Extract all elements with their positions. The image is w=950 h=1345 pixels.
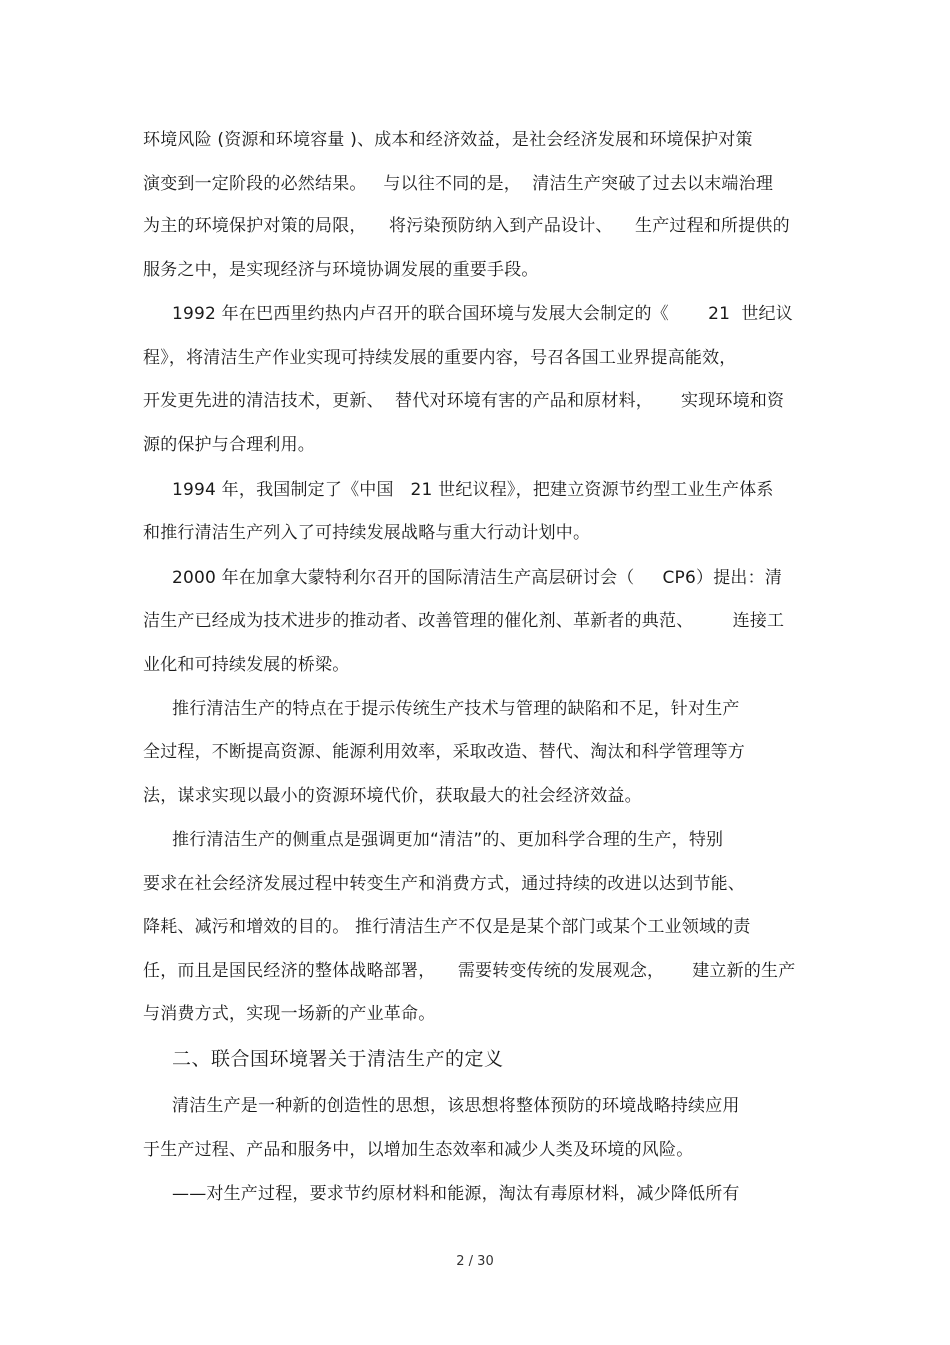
text-line: 和推行清洁生产列入了可持续发展战略与重大行动计划中。 bbox=[143, 523, 591, 543]
section-heading: 二、联合国环境署关于清洁生产的定义 bbox=[172, 1048, 504, 1070]
text-line: 推行清洁生产的侧重点是强调更加“清洁”的、更加科学合理的生产，特别 bbox=[172, 830, 724, 850]
text-line: 于生产过程、产品和服务中，以增加生态效率和减少人类及环境的风险。 bbox=[143, 1140, 694, 1160]
text-line: 开发更先进的清洁技术，更新、 替代对环境有害的产品和原材料， 实现环境和资 bbox=[143, 391, 785, 411]
text-line: 全过程，不断提高资源、能源利用效率，采取改造、替代、淘汰和科学管理等方 bbox=[143, 742, 745, 762]
text-line: 洁生产已经成为技术进步的推动者、改善管理的催化剂、革新者的典范、 连接工 bbox=[143, 611, 785, 631]
text-line: 环境风险 (资源和环境容量 )、成本和经济效益，是社会经济发展和环境保护对策 bbox=[143, 130, 753, 150]
text-line: 降耗、减污和增效的目的。 推行清洁生产不仅是是某个部门或某个工业领域的责 bbox=[143, 917, 751, 937]
text-line: 要求在社会经济发展过程中转变生产和消费方式，通过持续的改进以达到节能、 bbox=[143, 874, 745, 894]
text-line: 为主的环境保护对策的局限， 将污染预防纳入到产品设计、 生产过程和所提供的 bbox=[143, 216, 790, 236]
text-line: 任，而且是国民经济的整体战略部署， 需要转变传统的发展观念， 建立新的生产 bbox=[143, 961, 796, 981]
text-line: 2000 年在加拿大蒙特利尔召开的国际清洁生产高层研讨会（ CP6）提出：清 bbox=[172, 568, 783, 588]
text-line: 程》，将清洁生产作业实现可持续发展的重要内容，号召各国工业界提高能效， bbox=[143, 348, 737, 368]
text-line: 1994 年，我国制定了《中国 21 世纪议程》，把建立资源节约型工业生产体系 bbox=[172, 480, 774, 500]
text-line: 1992 年在巴西里约热内卢召开的联合国环境与发展大会制定的《 21 世纪议 bbox=[172, 304, 793, 324]
text-line: 业化和可持续发展的桥梁。 bbox=[143, 655, 350, 675]
text-line: 演变到一定阶段的必然结果。 与以往不同的是， 清洁生产突破了过去以末端治理 bbox=[143, 174, 774, 194]
text-line: 清洁生产是一种新的创造性的思想，该思想将整体预防的环境战略持续应用 bbox=[172, 1096, 740, 1116]
text-line: 推行清洁生产的特点在于提示传统生产技术与管理的缺陷和不足，针对生产 bbox=[172, 699, 740, 719]
text-line: 服务之中，是实现经济与环境协调发展的重要手段。 bbox=[143, 260, 539, 280]
text-line: ——对生产过程，要求节约原材料和能源，淘汰有毒原材料，减少降低所有 bbox=[172, 1184, 740, 1204]
text-line: 法，谋求实现以最小的资源环境代价，获取最大的社会经济效益。 bbox=[143, 786, 642, 806]
text-line: 与消费方式，实现一场新的产业革命。 bbox=[143, 1004, 436, 1024]
text-line: 源的保护与合理利用。 bbox=[143, 435, 315, 455]
page-number: 2 / 30 bbox=[456, 1254, 494, 1269]
